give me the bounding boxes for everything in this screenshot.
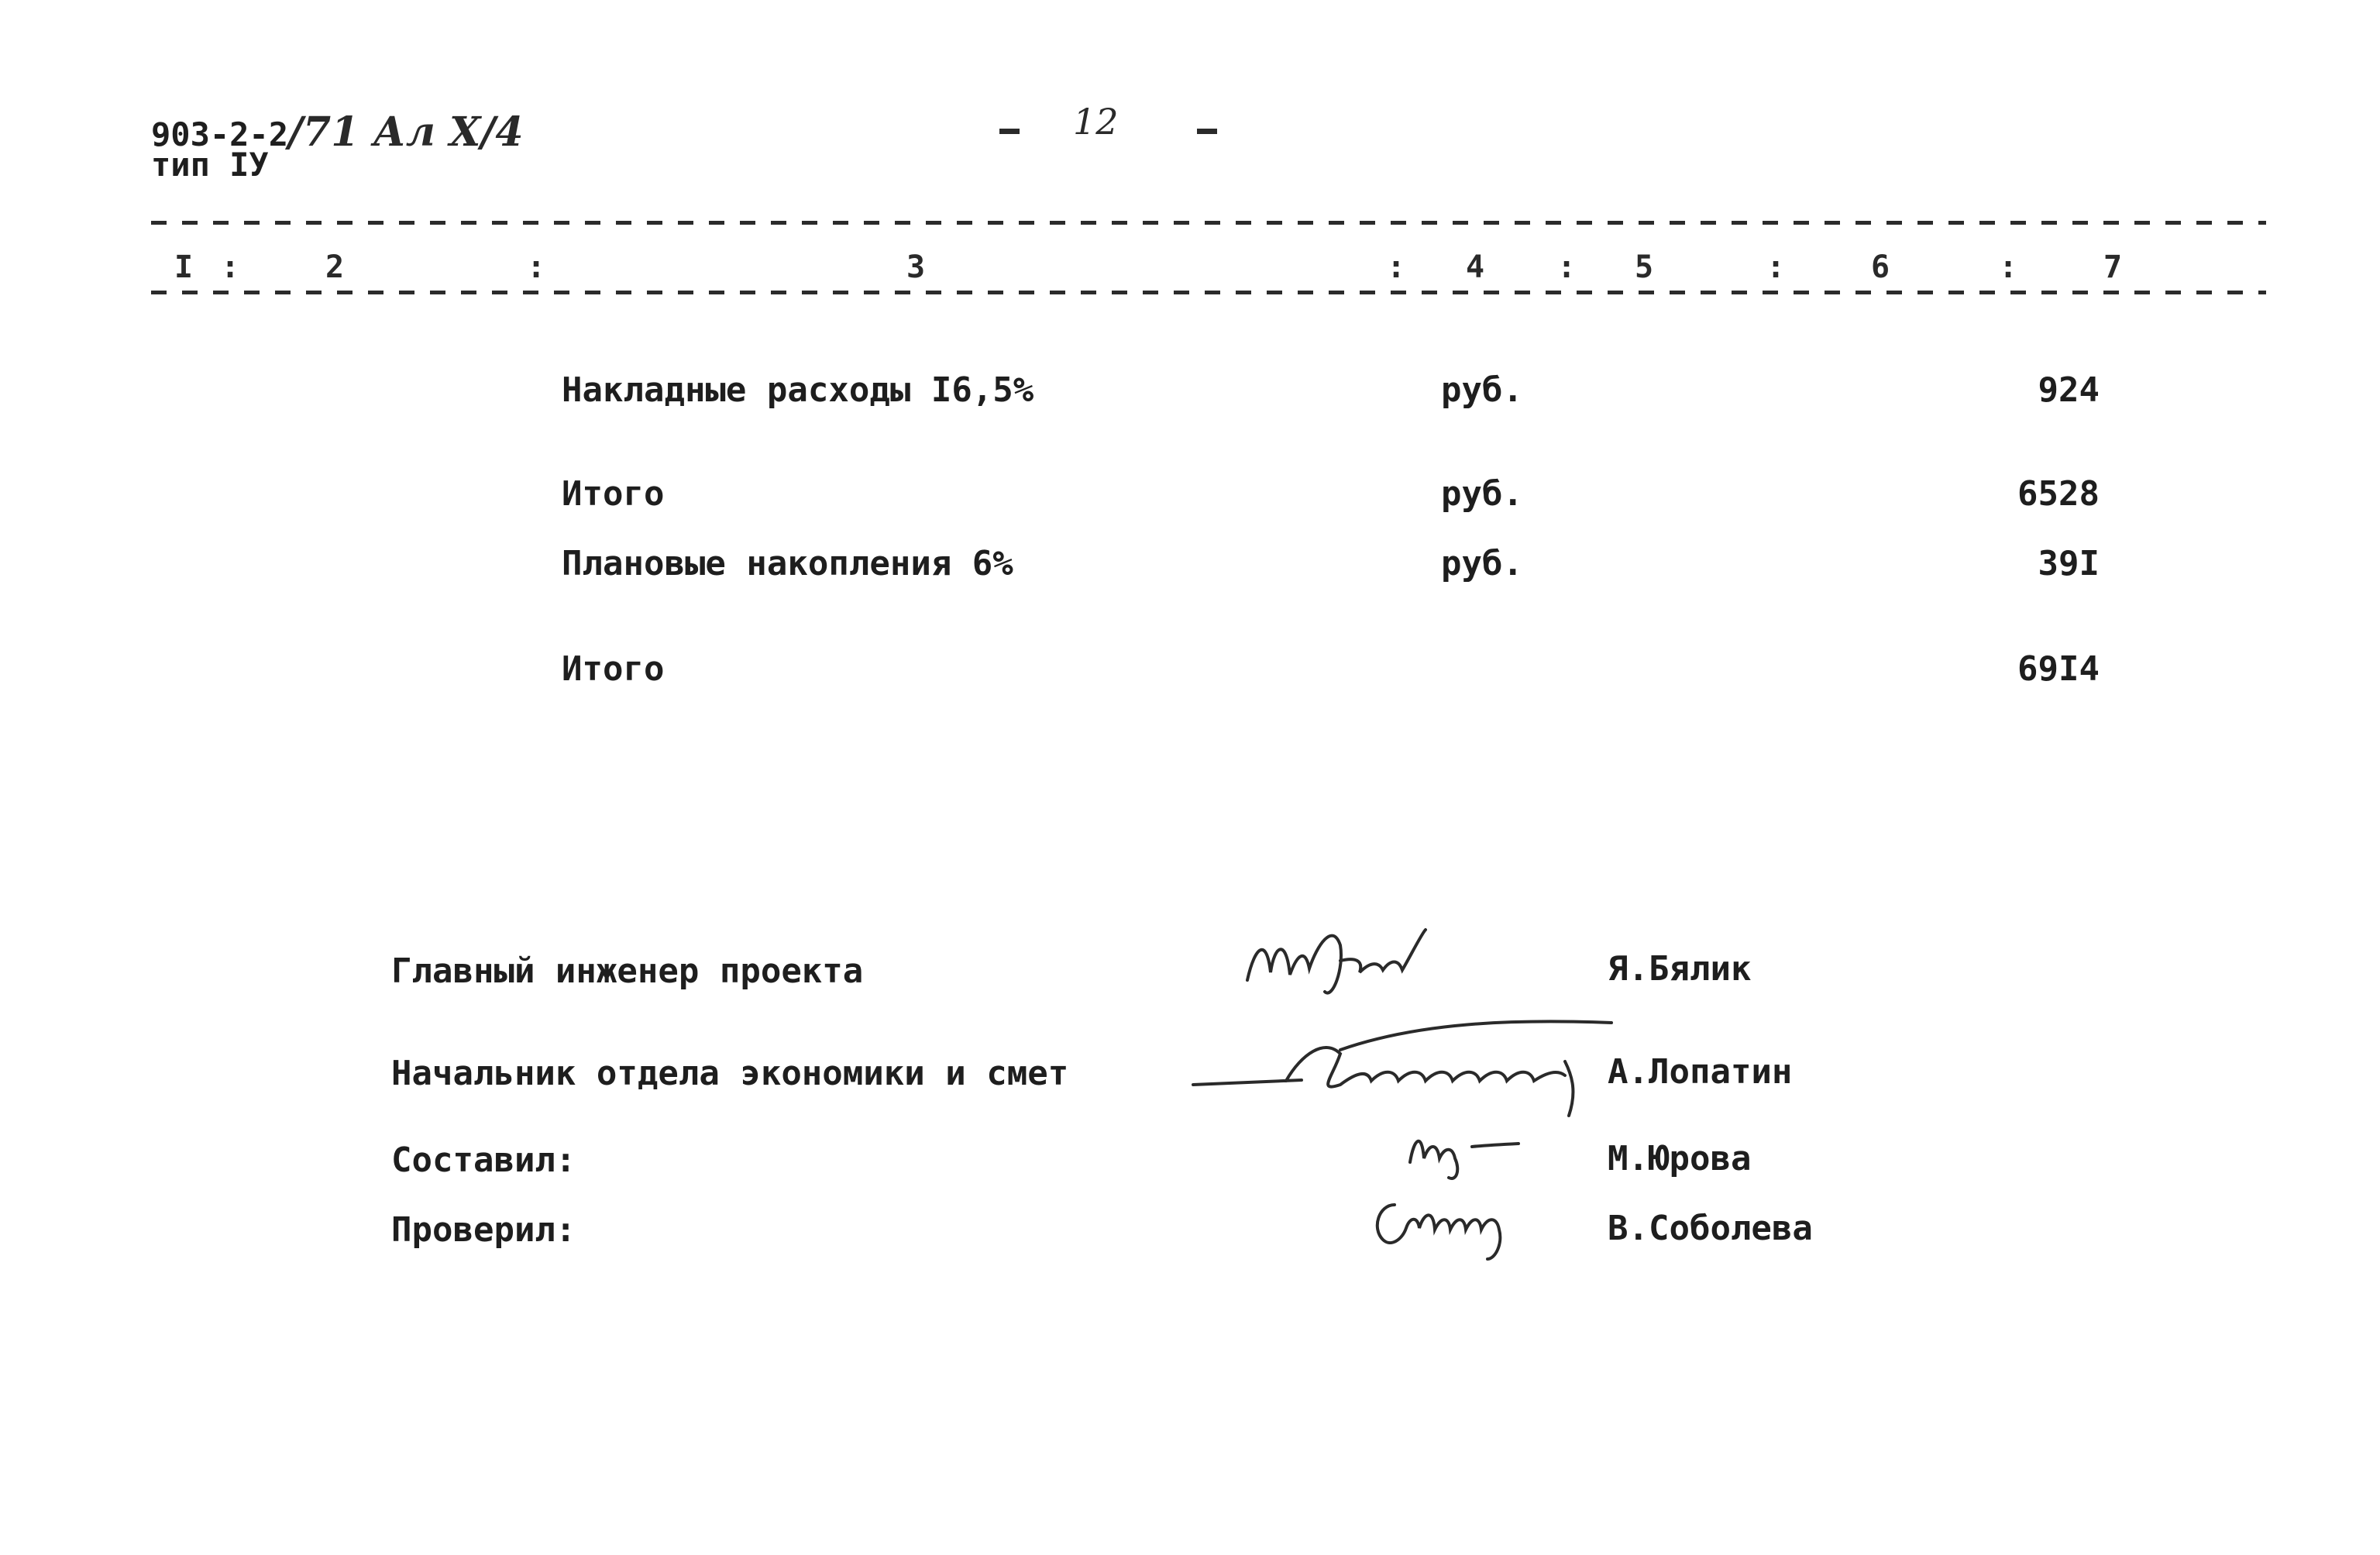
- column-separator: :: [221, 249, 240, 285]
- page-number-text: 12: [1073, 101, 1119, 143]
- bottom-dashed-rule: [151, 291, 2266, 294]
- signature-name: М.Юрова: [1608, 1139, 1752, 1178]
- handwritten-signature: [1185, 1007, 1619, 1123]
- signature-role: Проверил:: [391, 1210, 576, 1250]
- row-value: 69I4: [2017, 649, 2100, 689]
- row-label: Итого: [562, 474, 665, 514]
- signature-name: В.Соболева: [1608, 1209, 1813, 1248]
- column-separator: :: [527, 249, 546, 285]
- column-number-7: 7: [2103, 249, 2123, 285]
- top-dashed-rule: [151, 221, 2266, 225]
- signature-name: А.Лопатин: [1608, 1052, 1793, 1092]
- row-label: Итого: [562, 649, 665, 689]
- handwritten-signature: [1232, 914, 1464, 1007]
- column-number-4: 4: [1466, 249, 1485, 285]
- row-unit: руб.: [1441, 370, 1523, 410]
- handwritten-signature: [1364, 1182, 1534, 1267]
- doc-code-typed: 903-2-2: [151, 115, 289, 153]
- column-separator: :: [1999, 249, 2018, 285]
- signature-role: Составил:: [391, 1140, 576, 1180]
- row-label: Плановые накопления 6%: [562, 544, 1013, 583]
- row-value: 39I: [2038, 544, 2100, 583]
- column-number-6: 6: [1871, 249, 1890, 285]
- doc-code-handwritten: /71 Ал X/4: [288, 108, 524, 156]
- page-dash-left: [999, 129, 1020, 134]
- signature-name: Я.Бялик: [1608, 949, 1752, 989]
- page-dash-right: [1197, 129, 1217, 134]
- column-separator: :: [1766, 249, 1786, 285]
- column-number-1: I: [174, 249, 194, 285]
- row-label: Накладные расходы I6,5%: [562, 370, 1034, 410]
- column-number-2: 2: [325, 249, 345, 285]
- column-number-5: 5: [1635, 249, 1654, 285]
- signature-role: Начальник отдела экономики и смет: [391, 1054, 1069, 1093]
- row-value: 924: [2038, 370, 2100, 410]
- type-label: тип IУ: [151, 146, 269, 184]
- column-separator: :: [1557, 249, 1577, 285]
- column-number-3: 3: [906, 249, 926, 285]
- row-unit: руб.: [1441, 544, 1523, 583]
- row-unit: руб.: [1441, 474, 1523, 514]
- row-value: 6528: [2017, 474, 2100, 514]
- column-separator: :: [1387, 249, 1406, 285]
- handwritten-signature: [1395, 1116, 1534, 1185]
- signature-role: Главный инженер проекта: [391, 951, 864, 991]
